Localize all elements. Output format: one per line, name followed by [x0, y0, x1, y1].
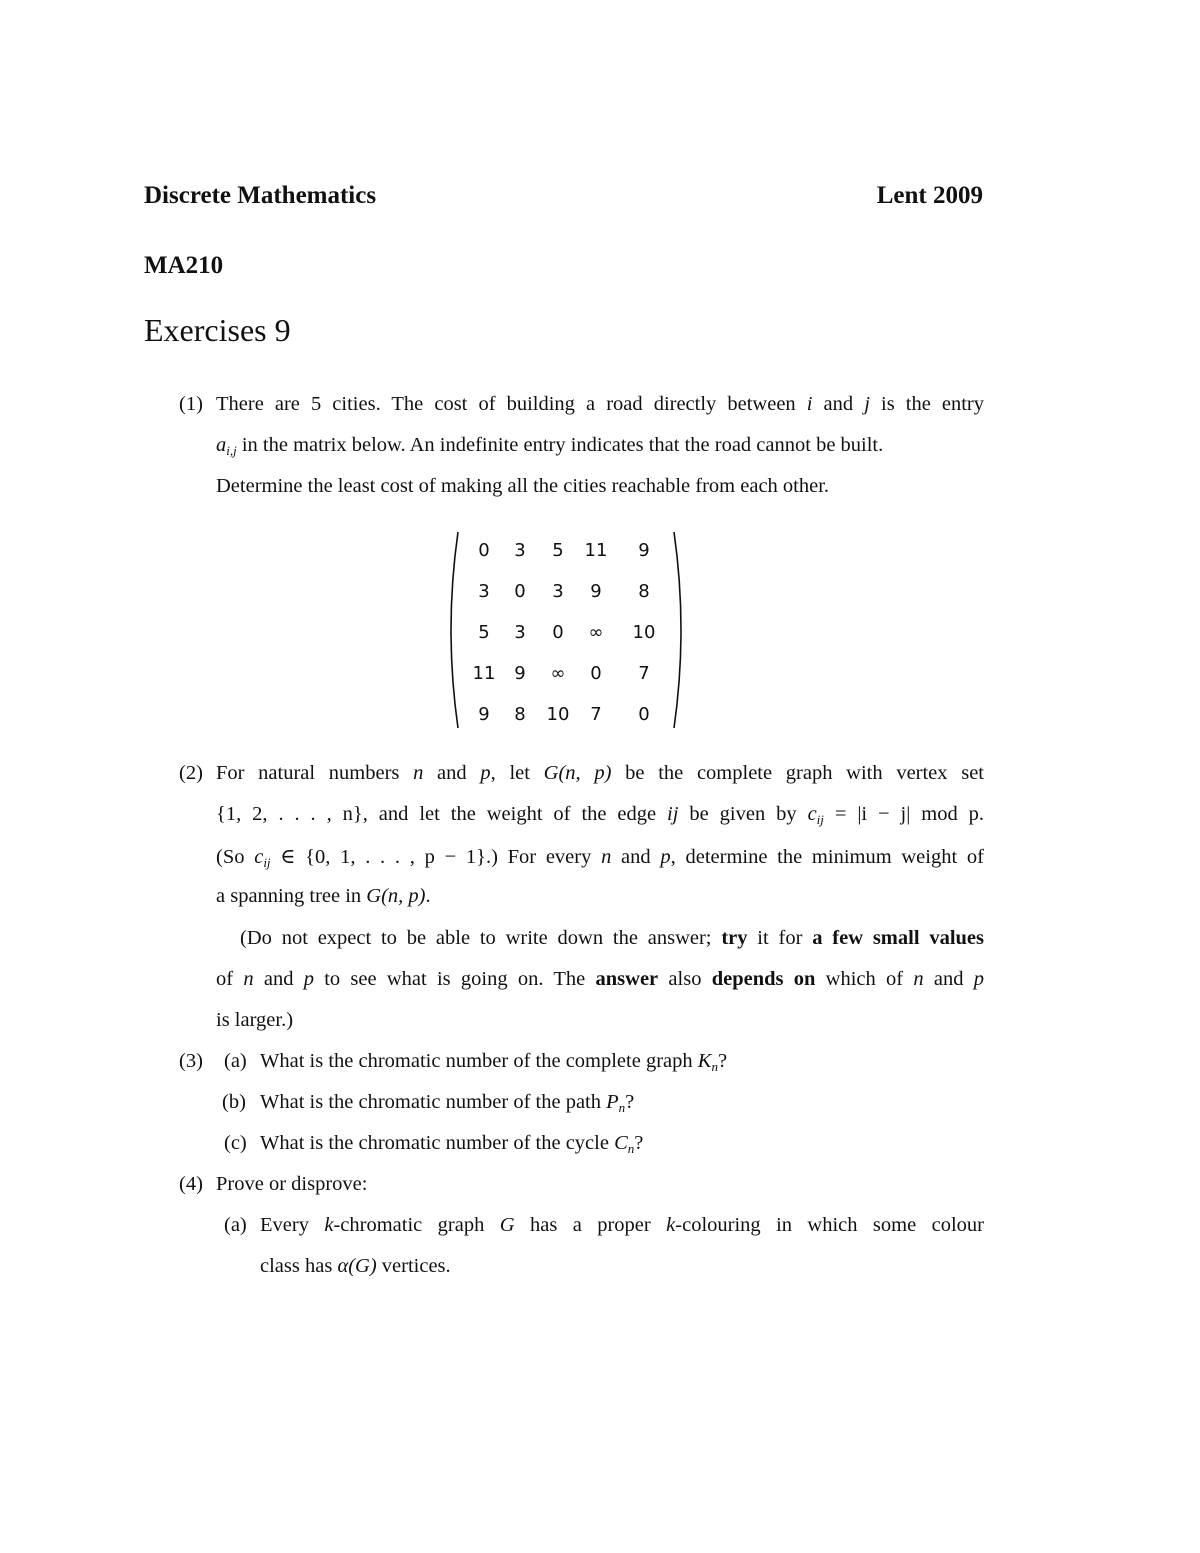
matrix-right-paren — [672, 530, 686, 730]
question-2-line-4: a spanning tree in G(n, p). — [216, 885, 431, 907]
matrix-cell: 0 — [514, 581, 526, 602]
matrix-cell: 9 — [590, 581, 602, 602]
matrix-cell: 7 — [638, 663, 650, 684]
matrix-cell: 8 — [638, 581, 650, 602]
question-4-text: Prove or disprove: — [216, 1173, 368, 1195]
matrix-cell: 10 — [632, 622, 656, 643]
question-2-line-1: For natural numbers n and p, let G(n, p) be the complete graph with vertex set — [216, 762, 985, 784]
matrix-cell: 5 — [478, 622, 490, 643]
term-label: Lent 2009 — [876, 182, 983, 209]
question-1-line-3: Determine the least cost of making all the cities reachable from each other. — [216, 475, 830, 497]
matrix-cell: 0 — [638, 704, 650, 725]
question-4a-label: (a) — [224, 1214, 247, 1236]
question-3a-label: (a) — [224, 1050, 247, 1072]
question-3c-label: (c) — [224, 1132, 247, 1154]
matrix-cell: 0 — [590, 663, 602, 684]
matrix-cell: ∞ — [588, 622, 604, 643]
question-4a-line-1: Every k-chromatic graph G has a proper k-colouring in which some colour — [260, 1214, 984, 1236]
matrix-cell: ∞ — [550, 663, 566, 684]
question-2-note-line-1: (Do not expect to be able to write down the answer; try it for a few small values — [240, 927, 984, 949]
matrix-cell: 10 — [546, 704, 570, 725]
matrix-cell: 11 — [472, 663, 496, 684]
question-4a-line-2: class has α(G) vertices. — [260, 1255, 451, 1277]
matrix-cell: 3 — [478, 581, 490, 602]
question-2-note-line-2: of n and p to see what is going on. The answer also depends on which of n and p — [216, 968, 984, 990]
cost-matrix — [446, 530, 686, 730]
matrix-cell: 3 — [514, 622, 526, 643]
question-1-line-2: $a_{i,j}$ in the matrix below. An indefinite entry indicates that the road cannot be built. — [216, 434, 884, 458]
matrix-cell: 8 — [514, 704, 526, 725]
question-2-number: (2) — [179, 762, 203, 784]
course-title: Discrete Mathematics — [144, 182, 377, 209]
question-2-line-3: (So $c_{ij}$ ∈ {0, 1, . . . , p − 1}.) For every n and p, determine the minimum weight of — [216, 846, 984, 870]
question-3b-text: What is the chromatic number of the path $P_n$? — [260, 1091, 635, 1115]
matrix-cell: 9 — [514, 663, 526, 684]
question-1-number: (1) — [179, 393, 203, 415]
matrix-cell: 0 — [552, 622, 564, 643]
course-code: MA210 — [144, 252, 224, 279]
matrix-cell: 5 — [552, 540, 564, 561]
question-1-line-1: There are 5 cities. The cost of building a road directly between i and j is the entry — [216, 393, 985, 415]
question-3c-text: What is the chromatic number of the cycle $C_n$? — [260, 1132, 644, 1156]
question-3a-text: What is the chromatic number of the complete graph $K_n$? — [260, 1050, 728, 1074]
question-2-line-2: {1, 2, . . . , n}, and let the weight of the edge ij be given by $c_{ij} = |i - j|$ mod p. — [216, 803, 985, 827]
question-4-number: (4) — [179, 1173, 203, 1195]
question-3-number: (3) — [179, 1050, 203, 1072]
question-3b-label: (b) — [222, 1091, 246, 1113]
matrix-cell: 11 — [584, 540, 608, 561]
matrix-cell: 9 — [478, 704, 490, 725]
page-title: Exercises 9 — [144, 312, 291, 348]
matrix-cell: 3 — [552, 581, 564, 602]
question-2-note-line-3: is larger.) — [216, 1009, 294, 1031]
matrix-cell: 0 — [478, 540, 490, 561]
matrix-left-paren — [446, 530, 460, 730]
matrix-cell: 3 — [514, 540, 526, 561]
matrix-cell: 9 — [638, 540, 650, 561]
matrix-cell: 7 — [590, 704, 602, 725]
